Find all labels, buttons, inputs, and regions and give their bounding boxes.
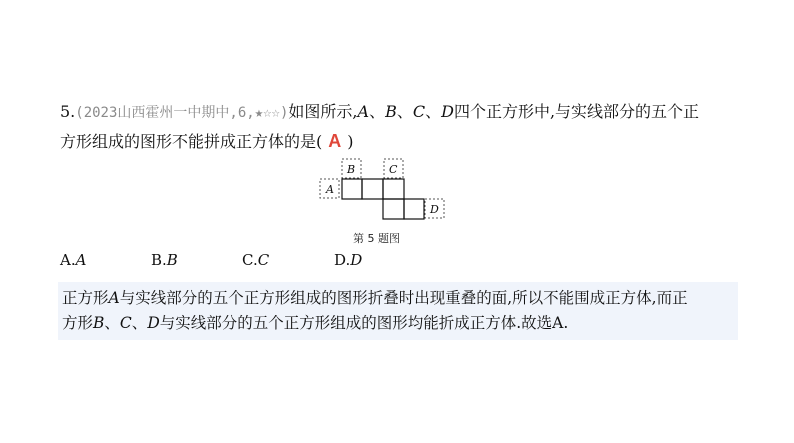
explanation-line-2 [62,311,734,336]
exp-l2-letter-c: C [119,314,132,332]
cube-net-figure [318,157,448,221]
solid-square-5 [404,199,424,219]
answer-mark: A [328,131,342,151]
choice-a[interactable] [60,251,86,269]
exp-sep-1: 、 [104,314,120,332]
letter-d: D [441,102,454,121]
label-d: D [430,203,439,216]
question-line-2 [60,130,354,153]
question-number: 5. [60,102,76,121]
exp-l1-post: 与实线部分的五个正方形组成的图形折叠时出现重叠的面,所以不能围成正方体,而正 [119,289,688,307]
sep-2: 、 [396,102,413,121]
choice-c-prefix: C. [242,251,258,269]
exp-l1-letter: A [108,289,120,307]
choice-d-value: D [350,251,363,269]
solid-square-4 [383,199,404,219]
exp-l2-letter-d: D [147,314,160,332]
question-line2-text: 方形组成的图形不能拼成正方体的是( [60,132,323,151]
question-line1-tail: 四个正方形中,与实线部分的五个正 [453,102,700,121]
sep-3: 、 [425,102,442,121]
exp-l2-pre: 方形 [62,314,94,332]
sep-1: 、 [369,102,386,121]
choice-b-value: B [166,251,178,269]
letter-b: B [385,102,397,121]
question-source: (2023山西霍州一中期中,6,★☆☆) [75,105,289,121]
exp-sep-2: 、 [131,314,148,332]
choice-b[interactable] [151,251,178,269]
label-c: C [389,163,398,176]
label-b: B [347,163,356,176]
exp-l2-letter-b: B [93,314,105,332]
letter-a: A [357,102,370,121]
choice-b-prefix: B. [151,251,167,269]
solid-square-1 [342,179,362,199]
choice-c-value: C [257,251,270,269]
question-line-1 [60,101,699,124]
explanation-box [58,282,738,340]
question-intro: 如图所示, [288,102,358,121]
explanation-line-1 [62,286,734,311]
choice-d[interactable] [334,251,362,269]
label-a: A [326,183,334,196]
choice-a-prefix: A. [60,251,76,269]
choice-a-value: A [75,251,87,269]
exp-l1-pre: 正方形 [62,289,109,307]
solid-square-2 [362,179,383,199]
question-line2-close: ) [347,132,354,151]
letter-c: C [412,102,426,121]
choice-d-prefix: D. [334,251,351,269]
exp-l2-post: 与实线部分的五个正方形组成的图形均能折成正方体.故选A. [159,314,569,332]
figure-caption: 第 5 题图 [353,232,400,245]
choice-c[interactable] [242,251,269,269]
solid-square-3 [383,179,404,199]
